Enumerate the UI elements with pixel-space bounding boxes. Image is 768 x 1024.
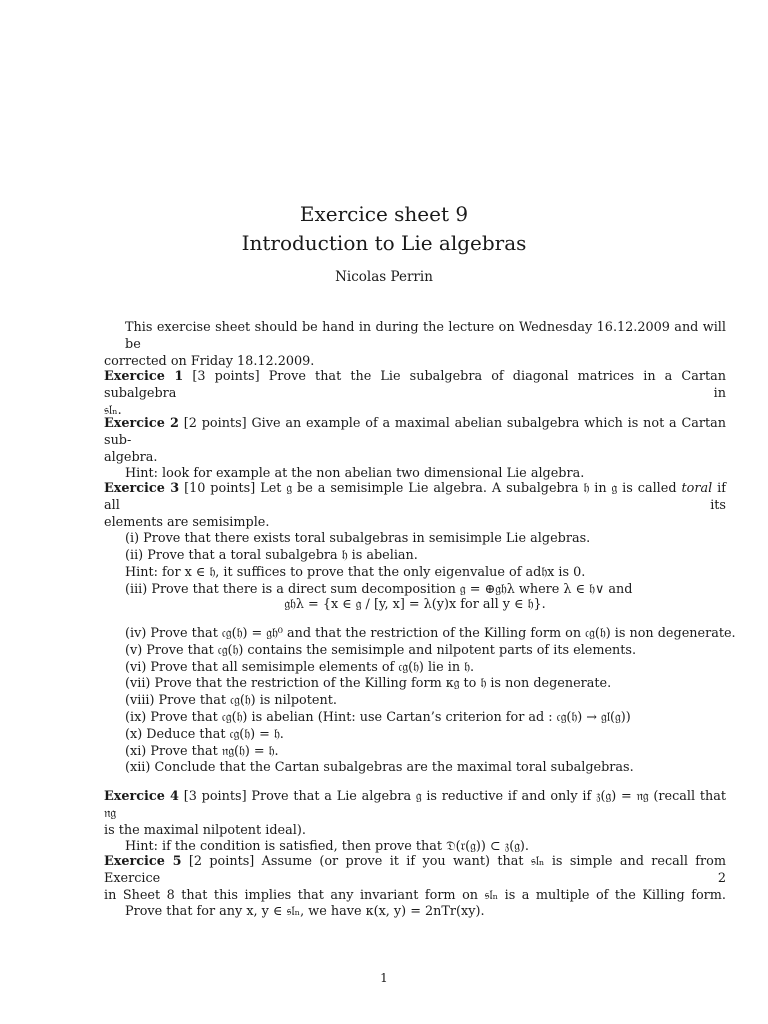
exercise-4-hint: Hint: if the condition is satisfied, then prove that 𝔇(𝔯(𝔤)) ⊂ 𝔷(𝔤). (125, 839, 529, 855)
exercise-5-line-2: in Sheet 8 that this implies that any invariant form on 𝔰𝔩ₙ is a multiple of the Killing form. (104, 887, 726, 903)
intro-paragraph (104, 320, 726, 370)
exercise-3-item-xii: (xii) Conclude that the Cartan subalgebras are the maximal toral subalgebras. (125, 760, 634, 776)
exercise-3-toral: toral (681, 481, 713, 496)
exercise-4-line-2: is the maximal nilpotent ideal). (104, 822, 306, 838)
exercise-4 (104, 789, 726, 856)
page-number: 1 (380, 971, 388, 985)
exercise-1-line-2: 𝔰𝔩ₙ. (104, 402, 122, 418)
exercise-3-item-vi: (vi) Prove that all semisimple elements of 𝔠𝔤(𝔥) lie in 𝔥. (125, 659, 475, 675)
exercise-1-line-1: [3 points] Prove that the Lie subalgebra of diagonal matrices in a Cartan subalgebra in (104, 369, 726, 401)
intro-line-2: corrected on Friday 18.12.2009. (104, 353, 315, 369)
exercise-3-item-iii: (iii) Prove that there is a direct sum decomposition 𝔤 = ⊕𝔤𝔥λ where λ ∈ 𝔥∨ and (125, 581, 633, 597)
exercise-1-label: Exercice 1 (104, 369, 184, 384)
exercise-2-line-1: [2 points] Give an example of a maximal abelian subalgebra which is not a Cartan sub- (104, 416, 726, 448)
exercise-3-line-2: elements are semisimple. (104, 514, 270, 530)
exercise-2-line-2: algebra. (104, 449, 158, 465)
exercise-5-line-3: Prove that for any x, y ∈ 𝔰𝔩ₙ, we have κ(x, y) = 2nTr(xy). (125, 904, 485, 920)
exercise-3-line-1a: [10 points] Let 𝔤 be a semisimple Lie algebra. A subalgebra 𝔥 in 𝔤 is called (184, 481, 677, 496)
exercise-3-line-1b: if all its (104, 481, 726, 513)
exercise-5-line-1: [2 points] Assume (or prove it if you want) that 𝔰𝔩ₙ is simple and recall from Exercice 2 (104, 854, 726, 886)
exercise-3-item-vii: (vii) Prove that the restriction of the Killing form κ𝔤 to 𝔥 is non degenerate. (125, 676, 612, 692)
exercise-2-label: Exercice 2 (104, 416, 179, 431)
exercise-3-item-v: (v) Prove that 𝔠𝔤(𝔥) contains the semisimple and nilpotent parts of its elements. (125, 642, 637, 658)
exercise-3-label: Exercice 3 (104, 481, 180, 496)
exercise-3-item-xi: (xi) Prove that 𝔫𝔤(𝔥) = 𝔥. (125, 743, 279, 759)
intro-line-1: This exercise sheet should be hand in during the lecture on Wednesday 16.12.2009 and will be (125, 320, 726, 352)
author-name: Nicolas Perrin (335, 269, 433, 285)
exercise-3-item-x: (x) Deduce that 𝔠𝔤(𝔥) = 𝔥. (125, 726, 284, 742)
exercise-4-label: Exercice 4 (104, 789, 179, 804)
course-title: Introduction to Lie algebras (241, 231, 527, 255)
exercise-3 (104, 481, 726, 599)
exercise-3-item-ix: (ix) Prove that 𝔠𝔤(𝔥) is abelian (Hint: use Cartan’s criterion for ad : 𝔠𝔤(𝔥) → 𝔤𝔩(𝔤)) (125, 709, 631, 725)
exercise-5 (104, 854, 726, 921)
exercise-3-item-ii: (ii) Prove that a toral subalgebra 𝔥 is abelian. (125, 548, 418, 564)
exercise-3-items-continued (104, 626, 736, 777)
display-equation: 𝔤𝔥λ = {x ∈ 𝔤 / [y, x] = λ(y)x for all y ∈ 𝔥}. (284, 597, 546, 612)
exercise-1 (104, 369, 726, 419)
exercise-3-item-iv: (iv) Prove that 𝔠𝔤(𝔥) = 𝔤𝔥⁰ and that the restriction of the Killing form on 𝔠𝔤(𝔥) is non degenerate. (125, 626, 736, 641)
exercise-5-label: Exercice 5 (104, 854, 182, 869)
exercise-3-item-viii: (viii) Prove that 𝔠𝔤(𝔥) is nilpotent. (125, 693, 337, 709)
exercise-3-item-i: (i) Prove that there exists toral subalgebras in semisimple Lie algebras. (125, 531, 591, 547)
exercise-2-hint: Hint: look for example at the non abelian two dimensional Lie algebra. (125, 466, 585, 482)
exercise-4-line-1: [3 points] Prove that a Lie algebra 𝔤 is reductive if and only if 𝔷(𝔤) = 𝔫𝔤 (recall that 𝔫𝔤 (104, 789, 726, 821)
exercise-2 (104, 416, 726, 483)
sheet-title: Exercice sheet 9 (299, 202, 469, 226)
exercise-3-hint: Hint: for x ∈ 𝔥, it suffices to prove that the only eigenvalue of ad𝔥x is 0. (125, 564, 586, 580)
